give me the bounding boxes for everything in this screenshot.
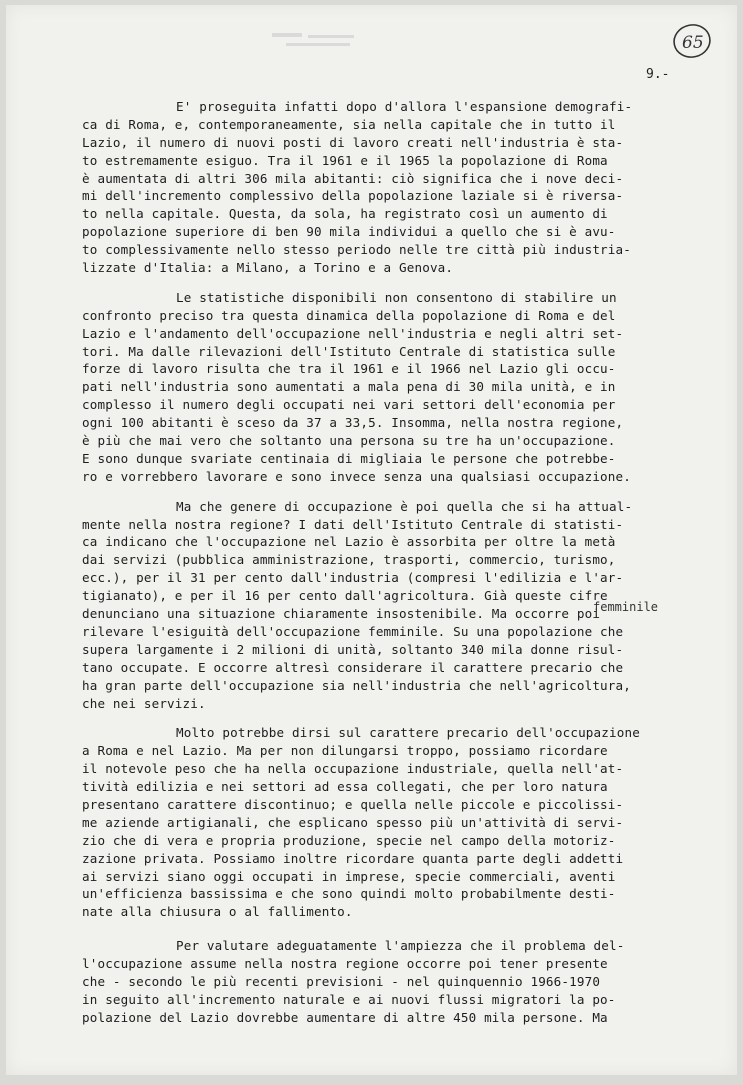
text-line: rilevare l'esiguità dell'occupazione femminile. Su una popolazione che — [82, 623, 624, 639]
text-line: ogni 100 abitanti è sceso da 37 a 33,5. Insomma, nella nostra regione, — [82, 415, 624, 431]
text-line: un'efficienza bassissima e che sono quindi molto probabilmente desti- — [82, 886, 616, 902]
paragraph-2 — [82, 289, 708, 486]
text-line: l'occupazione assume nella nostra regione occorre poi tener presente — [82, 956, 608, 972]
text-line: me aziende artigianali, che esplicano spesso più un'attività di servi- — [82, 814, 624, 830]
text-line: polazione del Lazio dovrebbe aumentare di altre 450 mila persone. Ma — [82, 1009, 608, 1025]
text-line: lizzate d'Italia: a Milano, a Torino e a Genova. — [82, 260, 454, 276]
text-line: mi dell'incremento complessivo della popolazione laziale si è riversa- — [82, 188, 624, 204]
paragraph-4 — [82, 724, 708, 921]
text-line: tigianato), e per il 16 per cento dall'agricoltura. Già queste cifre — [82, 588, 608, 604]
text-line: E' proseguita infatti dopo d'allora l'espansione demografi- — [176, 99, 633, 114]
document-page — [6, 5, 737, 1075]
text-line: ai servizi siano oggi occupati in imprese, specie commerciali, aventi — [82, 868, 616, 884]
text-line: il notevole peso che ha nella occupazione industriale, quella nell'at- — [82, 761, 624, 777]
text-line: popolazione superiore di ben 90 mila individui a quello che si è avu- — [82, 224, 616, 240]
text-line: nate alla chiusura o al fallimento. — [82, 904, 353, 920]
text-line: pati nell'industria sono aumentati a mala pena di 30 mila unità, e in — [82, 379, 616, 395]
paragraph-1 — [82, 98, 708, 277]
text-line: ca indicano che l'occupazione nel Lazio è assorbita per oltre la metà — [82, 534, 616, 550]
text-line: è più che mai vero che soltanto una persona su tre ha un'occupazione. — [82, 433, 616, 449]
text-line: to complessivamente nello stesso periodo nelle tre città più industria- — [82, 242, 631, 258]
text-line: ca di Roma, e, contemporaneamente, sia nella capitale che in tutto il — [82, 116, 616, 132]
text-line: che nei servizi. — [82, 695, 206, 711]
archive-annotation-circle — [670, 21, 714, 61]
text-line: to estremamente esiguo. Tra il 1961 e il 1965 la popolazione di Roma — [82, 152, 608, 168]
text-line: è aumentata di altri 306 mila abitanti: ciò significa che i nove deci- — [82, 170, 624, 186]
text-line: tano occupate. E occorre altresì considerare il carattere precario che — [82, 659, 624, 675]
text-line: Lazio, il numero di nuovi posti di lavoro creati nell'industria è sta- — [82, 134, 624, 150]
text-line: Per valutare adeguatamente l'ampiezza che il problema del- — [176, 938, 625, 954]
text-line: mente nella nostra regione? I dati dell'Istituto Centrale di statisti- — [82, 516, 624, 532]
text-line: Le statistiche disponibili non consentono di stabilire un — [176, 289, 617, 305]
page-number: 9.- — [646, 67, 670, 82]
text-line: Ma che genere di occupazione è poi quella che si ha attual- — [176, 498, 633, 514]
text-line: E sono dunque svariate centinaia di migliaia le persone che potrebbe- — [82, 450, 616, 466]
text-line: a Roma e nel Lazio. Ma per non dilungarsi troppo, possiamo ricordare — [82, 743, 608, 759]
archive-annotation-text: 65 — [682, 33, 704, 53]
text-line: zazione privata. Possiamo inoltre ricordare quanta parte degli addetti — [82, 850, 624, 866]
text-line: complesso il numero degli occupati nei vari settori dell'economia per — [82, 397, 616, 413]
text-line: dai servizi (pubblica amministrazione, trasporti, commercio, turismo, — [82, 552, 616, 568]
text-line: forze di lavoro risulta che tra il 1961 e il 1966 nel Lazio gli occu- — [82, 361, 616, 377]
text-line: supera largamente i 2 milioni di unità, soltanto 340 mila donne risul- — [82, 641, 624, 657]
text-line: denunciano una situazione chiaramente insostenibile. Ma occorre poi — [82, 606, 601, 622]
paragraph-5 — [82, 937, 708, 1026]
text-line: Lazio e l'andamento dell'occupazione nell'industria e negli altri set- — [82, 325, 624, 341]
text-line: ha gran parte dell'occupazione sia nell'industria che nell'agricoltura, — [82, 677, 631, 693]
text-line: tività edilizia e nei settori ad essa collegati, che per loro natura — [82, 779, 608, 795]
text-line: Molto potrebbe dirsi sul carattere precario dell'occupazione — [176, 725, 640, 741]
text-line: che - secondo le più recenti previsioni - nel quinquennio 1966-1970 — [82, 973, 601, 989]
text-line: confronto preciso tra questa dinamica della popolazione di Roma e del — [82, 307, 616, 323]
body-text — [82, 98, 708, 1039]
text-line: presentano carattere discontinuo; e quella nelle piccole e piccolissi- — [82, 796, 624, 812]
text-line: to nella capitale. Questa, da sola, ha registrato così un aumento di — [82, 206, 608, 222]
text-line: zio che di vera e propria produzione, specie nel campo della motoriz- — [82, 832, 616, 848]
margin-correction: femminile — [593, 600, 659, 614]
text-line: ecc.), per il 31 per cento dall'industria (compresi l'edilizia e l'ar- — [82, 570, 624, 586]
text-line: ro e vorrebbero lavorare e sono invece senza una qualsiasi occupazione. — [82, 468, 631, 484]
text-line: in seguito all'incremento naturale e ai nuovi flussi migratori la po- — [82, 991, 616, 1007]
faint-stamp-mark — [268, 27, 388, 57]
text-line: tori. Ma dalle rilevazioni dell'Istituto Centrale di statistica sulle — [82, 343, 616, 359]
